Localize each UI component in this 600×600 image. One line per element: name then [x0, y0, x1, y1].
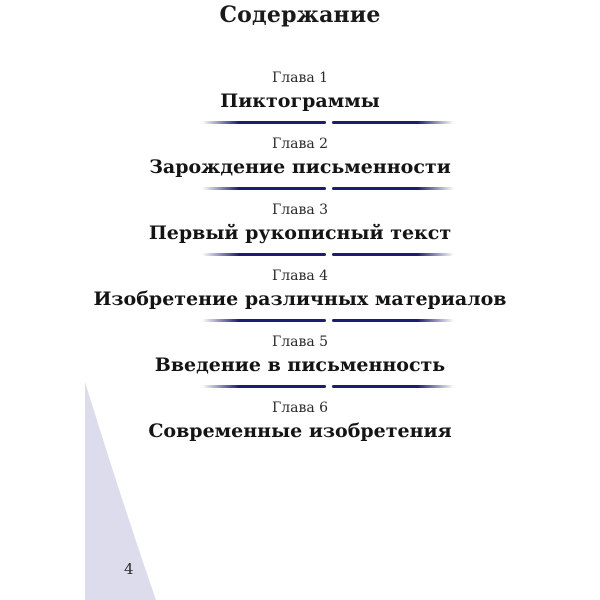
- chapter-label: Глава 5: [271, 334, 329, 350]
- chapter-label: Глава 4: [271, 268, 329, 284]
- divider-right-segment: [332, 121, 454, 124]
- chapter-label: Глава 1: [271, 70, 329, 86]
- chapter-title: Современные изобретения: [148, 420, 452, 442]
- toc-list: [0, 62, 600, 458]
- chapter-divider: [202, 120, 454, 126]
- divider-right-segment: [332, 253, 454, 256]
- chapter-title: Пиктограммы: [220, 90, 380, 112]
- chapter-divider: [202, 252, 454, 258]
- divider-left-segment: [202, 121, 326, 124]
- chapter-title: Изобретение различных материалов: [93, 288, 507, 310]
- divider-right-segment: [332, 187, 454, 190]
- toc-heading: Содержание: [219, 2, 381, 28]
- toc-entry-3: [0, 194, 600, 260]
- toc-entry-4: [0, 260, 600, 326]
- chapter-divider: [202, 318, 454, 324]
- chapter-label: Глава 6: [271, 400, 329, 416]
- toc-entry-5: [0, 326, 600, 392]
- chapter-divider: [202, 384, 454, 390]
- chapter-title: Первый рукописный текст: [148, 222, 452, 244]
- toc-entry-6: [0, 392, 600, 458]
- chapter-title: Введение в письменность: [154, 354, 446, 376]
- chapter-divider: [202, 186, 454, 192]
- chapter-title: Зарождение письменности: [149, 156, 451, 178]
- chapter-label: Глава 2: [271, 136, 329, 152]
- divider-right-segment: [332, 319, 454, 322]
- divider-left-segment: [202, 187, 326, 190]
- divider-left-segment: [202, 253, 326, 256]
- divider-right-segment: [332, 385, 454, 388]
- divider-left-segment: [202, 319, 326, 322]
- toc-entry-1: [0, 62, 600, 128]
- page-number: 4: [124, 560, 134, 578]
- chapter-label: Глава 3: [271, 202, 329, 218]
- divider-left-segment: [202, 385, 326, 388]
- toc-entry-2: [0, 128, 600, 194]
